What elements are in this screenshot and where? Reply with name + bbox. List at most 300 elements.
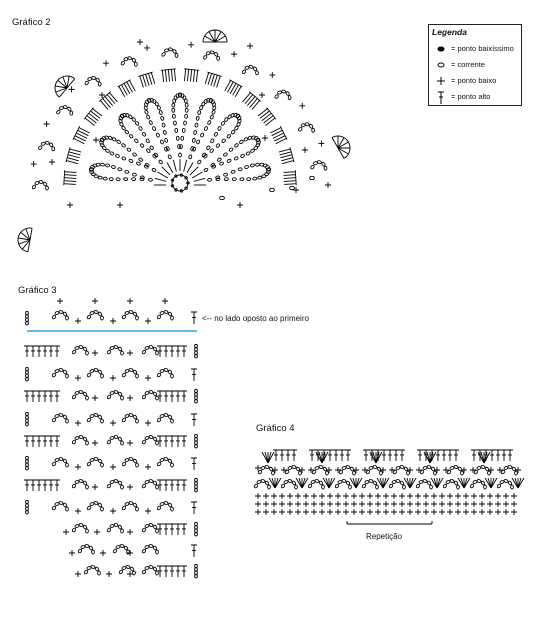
- double-crochet-mark: [327, 450, 333, 461]
- chain-column: [195, 355, 198, 358]
- single-crochet-mark: [479, 509, 485, 515]
- petal-chain: [250, 164, 255, 168]
- single-crochet-mark: [271, 509, 277, 515]
- single-crochet-mark: [303, 501, 309, 507]
- single-crochet-mark: [471, 493, 477, 499]
- single-crochet-mark: [106, 571, 112, 577]
- chart4-title: Gráfico 4: [256, 423, 295, 434]
- chain-arch: [101, 507, 104, 511]
- chain-arch: [136, 419, 139, 423]
- radial-double-crochet: [167, 162, 173, 172]
- chain-arch: [98, 571, 101, 575]
- chain-column: [195, 529, 198, 532]
- chain-arch: [66, 419, 69, 423]
- double-crochet-group: [84, 107, 103, 126]
- radial-double-crochet: [192, 172, 202, 178]
- petal-chain: [173, 121, 176, 125]
- single-crochet-mark: [362, 467, 368, 473]
- petal-chain: [121, 156, 126, 160]
- double-crochet-mark: [24, 391, 30, 402]
- single-crochet-mark: [127, 550, 133, 556]
- double-crochet-group: [278, 148, 293, 166]
- chain-arch: [142, 570, 147, 575]
- chain-arch: [434, 471, 437, 475]
- single-crochet-mark: [447, 493, 453, 499]
- double-crochet-mark: [64, 182, 76, 186]
- turning-chain: [26, 318, 29, 321]
- petal-chain: [112, 137, 117, 142]
- single-crochet-mark: [162, 298, 168, 304]
- outer-single-crochet: [269, 72, 275, 78]
- legend-label: = ponto alto: [451, 92, 491, 101]
- double-crochet-mark: [73, 137, 85, 145]
- petal-chain: [207, 120, 211, 125]
- double-crochet-mark: [163, 436, 169, 447]
- double-crochet-mark: [495, 450, 501, 461]
- chain-column: [195, 568, 198, 571]
- radial-double-crochet: [162, 167, 170, 175]
- single-crochet-mark: [279, 509, 285, 515]
- petal-chain: [138, 157, 143, 161]
- chain-arch: [86, 529, 89, 533]
- petal-chain: [142, 132, 147, 137]
- petal-chain: [219, 161, 224, 165]
- double-crochet-mark: [42, 480, 48, 491]
- double-crochet-mark: [163, 480, 169, 491]
- single-crochet-mark: [327, 509, 333, 515]
- single-crochet-mark: [463, 509, 469, 515]
- single-crochet-mark: [263, 501, 269, 507]
- double-crochet-mark: [270, 126, 282, 134]
- chain-column: [195, 400, 198, 403]
- petal-chain: [181, 136, 184, 140]
- petal-chain: [132, 152, 137, 157]
- double-crochet-mark: [48, 391, 54, 402]
- chain-arch: [362, 484, 367, 489]
- single-crochet-mark: [92, 395, 98, 401]
- legend-label: = ponto baixo: [451, 76, 497, 85]
- double-crochet-mark: [183, 69, 187, 81]
- petal-chain: [136, 161, 141, 165]
- single-crochet-mark: [327, 493, 333, 499]
- petal-chain: [125, 170, 130, 174]
- single-crochet-mark: [391, 501, 397, 507]
- single-crochet-mark: [145, 318, 151, 324]
- chain-column: [26, 500, 29, 503]
- double-crochet-mark: [284, 182, 296, 186]
- single-crochet-mark: [93, 137, 99, 143]
- petal-chain: [223, 173, 228, 177]
- chain-arch: [156, 396, 159, 400]
- single-crochet-mark: [511, 501, 517, 507]
- double-crochet-mark: [309, 450, 315, 461]
- single-crochet-mark: [343, 501, 349, 507]
- chain-arch: [66, 374, 69, 378]
- chain-arch: [171, 507, 174, 511]
- outer-chain-arch: [310, 165, 315, 170]
- turning-chain: [26, 315, 29, 318]
- chain-arch: [87, 418, 92, 423]
- petal-chain: [131, 178, 135, 181]
- single-crochet-mark: [259, 92, 265, 98]
- single-crochet-mark: [495, 501, 501, 507]
- chain-arch: [72, 440, 77, 445]
- chain-column: [195, 445, 198, 448]
- chart3-title: Gráfico 3: [18, 285, 57, 296]
- petal-chain: [221, 121, 226, 126]
- single-crochet-mark: [511, 493, 517, 499]
- single-crochet-mark: [351, 509, 357, 515]
- double-crochet-mark: [163, 346, 169, 357]
- single-crochet-mark: [380, 467, 386, 473]
- single-crochet-mark: [145, 375, 151, 381]
- double-crochet-mark: [169, 436, 175, 447]
- chain-arch: [488, 471, 491, 475]
- single-crochet-mark: [137, 39, 143, 45]
- single-crochet-mark: [455, 493, 461, 499]
- single-crochet-mark: [311, 509, 317, 515]
- outer-chain-arch: [32, 185, 37, 190]
- petal-chain: [172, 103, 175, 107]
- petal-chain: [244, 165, 249, 169]
- double-crochet-mark: [191, 414, 197, 426]
- single-crochet-mark: [127, 484, 133, 490]
- single-crochet-mark: [471, 509, 477, 515]
- single-crochet-mark: [279, 493, 285, 499]
- double-crochet-mark: [169, 524, 175, 535]
- petal-chain: [111, 165, 116, 169]
- radial-double-crochet: [157, 172, 167, 178]
- slip-stitch-mark: [220, 196, 225, 199]
- double-crochet-group: [283, 170, 296, 186]
- petal-chain: [227, 159, 232, 163]
- single-crochet-mark: [287, 501, 293, 507]
- petal-chain: [124, 130, 129, 135]
- petal-chain: [192, 147, 196, 152]
- double-crochet-mark: [175, 524, 181, 535]
- single-crochet-mark: [75, 375, 81, 381]
- single-crochet-mark: [75, 508, 81, 514]
- small-shell-fan: [16, 226, 32, 252]
- turning-chain: [26, 322, 29, 325]
- chain-column: [26, 378, 29, 381]
- outer-single-crochet: [44, 121, 50, 127]
- petal-chain: [152, 168, 157, 172]
- double-crochet-mark: [65, 170, 77, 174]
- double-crochet-mark: [30, 436, 36, 447]
- chain-column: [26, 423, 29, 426]
- single-crochet-mark: [127, 350, 133, 356]
- double-crochet-mark: [36, 346, 42, 357]
- petal-chain: [126, 147, 131, 152]
- chain-column: [195, 489, 198, 492]
- double-crochet-mark: [54, 480, 60, 491]
- double-crochet-group: [118, 80, 137, 98]
- double-crochet-mark: [181, 436, 187, 447]
- double-crochet-mark: [471, 450, 477, 461]
- single-crochet-mark: [399, 501, 405, 507]
- double-crochet-mark: [191, 545, 197, 557]
- chain-column: [195, 344, 198, 347]
- chart3-side-note: <-- no lado oposto ao primeiro: [202, 314, 309, 323]
- petal-chain: [210, 138, 215, 143]
- outer-single-crochet: [325, 182, 331, 188]
- petal-chain: [160, 116, 164, 121]
- petal-chain: [152, 126, 156, 131]
- double-crochet-mark: [169, 480, 175, 491]
- legend-label: = ponto baixíssimo: [451, 44, 514, 53]
- outer-single-crochet: [144, 45, 150, 51]
- single-crochet-mark: [511, 509, 517, 515]
- single-crochet-mark: [431, 509, 437, 515]
- outer-chain-arch: [46, 186, 49, 190]
- petal-chain: [149, 145, 154, 150]
- single-crochet-mark: [127, 571, 133, 577]
- double-crochet-mark: [381, 450, 387, 461]
- chain-arch: [470, 484, 475, 489]
- chain-arch: [142, 440, 147, 445]
- radial-double-crochet: [194, 178, 206, 181]
- chain-column: [195, 533, 198, 536]
- single-crochet-mark: [503, 493, 509, 499]
- chain-arch: [121, 485, 124, 489]
- double-crochet-mark: [24, 346, 30, 357]
- double-crochet-mark: [363, 450, 369, 461]
- double-crochet-mark: [163, 566, 169, 577]
- single-crochet-mark: [271, 493, 277, 499]
- single-crochet-mark: [335, 501, 341, 507]
- petal-chain: [255, 163, 260, 167]
- petal-chain: [118, 167, 123, 171]
- outer-chain-arch: [203, 55, 208, 60]
- single-crochet-mark: [351, 501, 357, 507]
- petal-chain: [110, 151, 115, 155]
- double-crochet-mark: [181, 346, 187, 357]
- single-crochet-mark: [49, 159, 55, 165]
- outer-chain-arch: [56, 110, 61, 115]
- outer-chain-arch: [288, 96, 291, 100]
- chain-column: [195, 571, 198, 574]
- petal-chain: [140, 143, 145, 148]
- single-crochet-mark: [375, 501, 381, 507]
- single-crochet-mark: [375, 493, 381, 499]
- petal-chain: [109, 178, 113, 181]
- single-crochet-mark: [415, 501, 421, 507]
- double-crochet-mark: [191, 502, 197, 514]
- chain-arch: [142, 484, 147, 489]
- double-crochet-mark: [169, 566, 175, 577]
- double-crochet-mark: [30, 480, 36, 491]
- chain-arch: [484, 485, 487, 489]
- outer-single-crochet: [103, 60, 109, 66]
- single-crochet-mark: [407, 493, 413, 499]
- outer-chain-arch: [134, 62, 137, 66]
- single-crochet-mark: [127, 529, 133, 535]
- outer-chain-arch: [324, 166, 327, 170]
- single-crochet-mark: [367, 509, 373, 515]
- double-crochet-mark: [284, 179, 296, 183]
- double-crochet-mark: [175, 346, 181, 357]
- outer-chain-arch: [242, 69, 247, 74]
- single-crochet-mark: [255, 501, 261, 507]
- petal-chain: [234, 156, 239, 160]
- petal-chain: [206, 145, 211, 150]
- petal-chain: [158, 160, 163, 165]
- small-shell-fan: [332, 132, 354, 159]
- petal-chain: [185, 114, 188, 118]
- single-crochet-mark: [100, 550, 106, 556]
- chain-column: [195, 348, 198, 351]
- single-crochet-mark: [416, 467, 422, 473]
- chain-arch: [52, 373, 57, 378]
- chain-column: [26, 507, 29, 510]
- double-crochet-mark: [30, 346, 36, 357]
- single-crochet-mark: [295, 493, 301, 499]
- petal-chain: [134, 138, 139, 143]
- outer-single-crochet: [299, 103, 305, 109]
- chain-column: [195, 396, 198, 399]
- chain-arch: [136, 463, 139, 467]
- chain-arch: [101, 374, 104, 378]
- outer-chain-arch: [217, 56, 220, 60]
- chain-column: [26, 511, 29, 514]
- petal-chain: [197, 160, 202, 165]
- single-crochet-mark: [343, 493, 349, 499]
- chain-arch: [113, 549, 118, 554]
- chain-arch: [72, 395, 77, 400]
- single-crochet-mark: [383, 509, 389, 515]
- chain-arch: [121, 441, 124, 445]
- single-crochet-mark: [375, 509, 381, 515]
- chain-arch: [142, 528, 147, 533]
- single-crochet-mark: [497, 467, 503, 473]
- single-crochet-mark: [75, 420, 81, 426]
- petal-chain: [229, 147, 234, 152]
- double-crochet-mark: [274, 134, 286, 142]
- petal-chain: [204, 126, 208, 131]
- chain-arch: [515, 471, 518, 475]
- double-crochet-mark: [191, 312, 197, 324]
- single-crochet-mark: [431, 501, 437, 507]
- single-crochet-mark: [326, 467, 332, 473]
- outer-single-crochet: [231, 51, 237, 57]
- petal-chain: [197, 110, 201, 115]
- petal-chain: [200, 133, 204, 138]
- petal-chain: [231, 130, 236, 135]
- single-crochet-mark: [463, 501, 469, 507]
- double-crochet-mark: [169, 346, 175, 357]
- petal-chain: [146, 148, 151, 153]
- single-crochet-mark: [407, 467, 413, 473]
- chain-arch: [461, 471, 464, 475]
- chain-column: [195, 438, 198, 441]
- double-crochet-mark: [170, 69, 174, 81]
- chain-column: [26, 371, 29, 374]
- petal-chain: [196, 140, 200, 145]
- chain-arch: [136, 374, 139, 378]
- chain-column: [195, 575, 198, 578]
- petal-chain: [166, 146, 170, 151]
- chain-arch: [349, 485, 352, 489]
- single-crochet-mark: [434, 467, 440, 473]
- chain-arch: [142, 350, 147, 355]
- double-crochet-mark: [36, 480, 42, 491]
- radial-double-crochet: [187, 162, 193, 172]
- petal-chain: [160, 140, 164, 145]
- chain-arch: [136, 507, 139, 511]
- single-crochet-mark: [110, 375, 116, 381]
- petal-chain: [115, 154, 120, 158]
- petal-chain: [207, 178, 211, 182]
- chain-arch: [142, 549, 147, 554]
- double-crochet-mark: [54, 436, 60, 447]
- legend-title: Legenda: [432, 27, 467, 37]
- petal-chain: [129, 134, 134, 139]
- single-crochet-mark: [299, 467, 305, 473]
- chain-arch: [157, 418, 162, 423]
- single-crochet-mark: [455, 509, 461, 515]
- chain-arch: [87, 315, 92, 320]
- single-crochet-mark: [110, 318, 116, 324]
- single-crochet-mark: [127, 440, 133, 446]
- chain-arch: [272, 471, 275, 475]
- radial-double-crochet: [184, 160, 187, 172]
- radial-double-crochet: [173, 160, 176, 172]
- petal-chain: [172, 108, 175, 112]
- single-crochet-mark: [447, 509, 453, 515]
- chain-arch: [133, 571, 136, 575]
- double-crochet-mark: [283, 170, 295, 174]
- outer-single-crochet: [69, 86, 75, 92]
- chain-arch: [52, 506, 57, 511]
- petal-chain: [100, 163, 105, 167]
- chain-column: [195, 564, 198, 567]
- chain-column: [195, 351, 198, 354]
- single-crochet-mark: [431, 493, 437, 499]
- chain-arch: [122, 462, 127, 467]
- double-crochet-mark: [191, 369, 197, 381]
- petal-chain: [203, 154, 208, 159]
- outer-single-crochet: [31, 161, 37, 167]
- single-crochet-mark: [488, 467, 494, 473]
- chain-arch: [308, 484, 313, 489]
- petal-chain: [246, 151, 251, 155]
- single-crochet-mark: [343, 509, 349, 515]
- chain-arch: [78, 549, 83, 554]
- chain-arch: [157, 462, 162, 467]
- chain-arch: [156, 351, 159, 355]
- outer-chain-arch: [274, 94, 279, 99]
- chain-arch: [380, 471, 383, 475]
- double-crochet-mark: [339, 450, 345, 461]
- single-crochet-mark: [463, 493, 469, 499]
- double-crochet-group: [161, 69, 177, 82]
- single-crochet-mark: [92, 298, 98, 304]
- petal-chain: [140, 176, 144, 179]
- double-crochet-mark: [175, 391, 181, 402]
- petal-chain: [105, 164, 110, 168]
- small-shell-fan: [262, 452, 274, 463]
- single-crochet-mark: [262, 135, 268, 141]
- single-crochet-mark: [303, 509, 309, 515]
- single-crochet-mark: [503, 501, 509, 507]
- double-crochet-group: [183, 69, 199, 82]
- chain-arch: [122, 315, 127, 320]
- chain-arch: [156, 571, 159, 575]
- double-crochet-mark: [169, 391, 175, 402]
- petal-chain: [211, 110, 215, 115]
- outer-chain-arch: [175, 53, 178, 57]
